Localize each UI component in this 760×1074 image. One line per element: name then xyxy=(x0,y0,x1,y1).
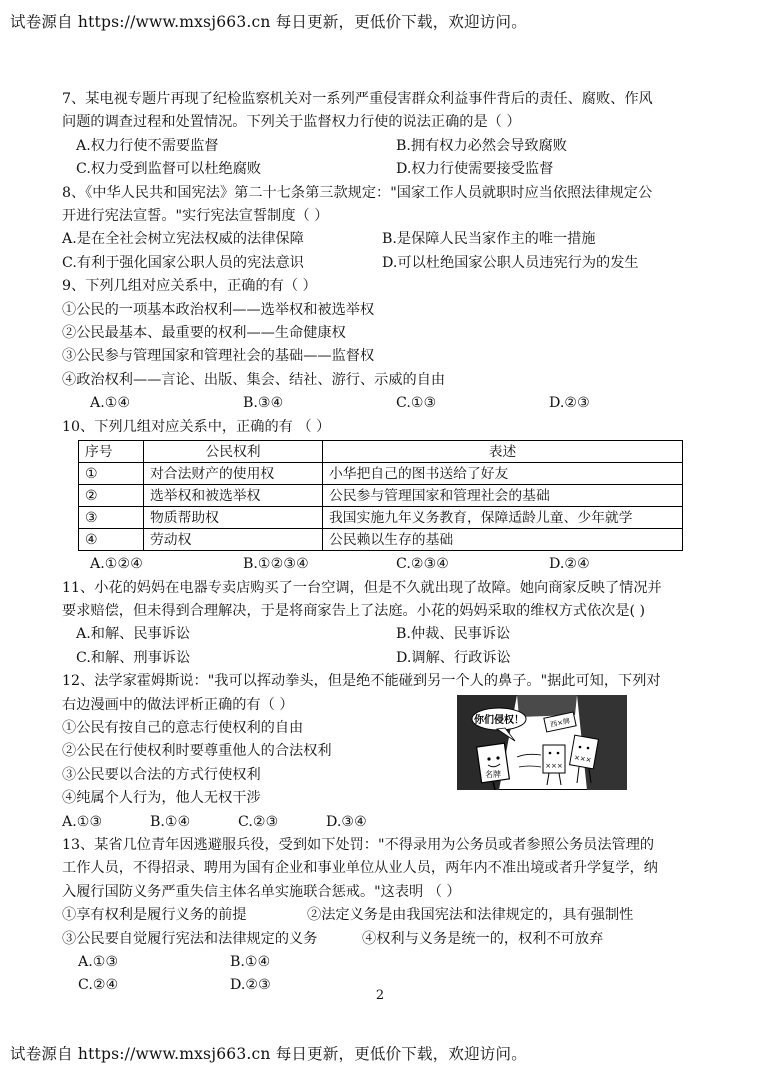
q12-stem-line2: 右边漫画中的做法评析正确的有（ ） xyxy=(62,696,294,713)
table-row xyxy=(79,529,683,551)
question-8 xyxy=(62,182,702,276)
table-cell: 物质帮助权 xyxy=(144,507,323,529)
q10-stem: 10、下列几组对应关系中，正确的有 （ ） xyxy=(62,418,331,435)
q10-option-b: B.①②③④ xyxy=(243,556,309,573)
q12-option-c: C.②③ xyxy=(238,813,279,830)
q10-option-d: D.②④ xyxy=(549,556,590,573)
q7-option-c: C.权力受到监督可以杜绝腐败 xyxy=(76,161,262,178)
q12-item-3: ③公民要以合法的方式行使权利 xyxy=(62,766,261,783)
q9-option-d: D.②③ xyxy=(549,395,590,412)
page-footer: 试卷源自 https://www.mxsj663.cn 每日更新，更低价下载，欢迎访问。 xyxy=(10,1045,527,1063)
q9-stem: 9、下列几组对应关系中，正确的有（ ） xyxy=(62,278,317,295)
q13-stem-line3: 入履行国防义务严重失信主体名单实施联合惩戒。"这表明 （ ） xyxy=(62,883,461,900)
page-number: 2 xyxy=(375,988,385,1003)
q7-stem-line1: 7、某电视专题片再现了纪检监察机关对一系列严重侵害群众利益事件背后的责任、腐败、作风 xyxy=(62,91,653,107)
q12-item-4: ④纯属个人行为，他人无权干涉 xyxy=(62,790,261,807)
q9-item-4: ④政治权利——言论、出版、集会、结社、游行、示威的自由 xyxy=(62,371,446,388)
cartoon-illustration xyxy=(457,695,627,790)
exam-content xyxy=(62,88,702,998)
question-7 xyxy=(62,88,702,182)
q8-option-d: D.可以杜绝国家公职人员违宪行为的发生 xyxy=(382,254,639,271)
q11-option-d: D.调解、行政诉讼 xyxy=(396,649,511,666)
q10-option-a: A.①②④ xyxy=(90,556,143,573)
table-header-cell: 公民权利 xyxy=(144,441,323,463)
table-cell: 小华把自己的图书送给了好友 xyxy=(323,463,683,485)
q13-stem-line2: 工作人员，不得招录、聘用为国有企业和事业单位从业人员，两年内不准出境或者升学复学，纳 xyxy=(62,860,658,877)
q11-stem-line2: 要求赔偿，但未得到合理解决，于是将商家告上了法庭。小花的妈妈采取的维权方式依次是( ) xyxy=(62,602,646,619)
q12-stem-line1: 12、法学家霍姆斯说："我可以挥动拳头，但是绝不能碰到另一个人的鼻子。"据此可知，下列对 xyxy=(62,673,661,690)
q13-item-1: ①享有权利是履行义务的前提 xyxy=(62,907,247,924)
q12-option-a: A.①③ xyxy=(62,813,103,830)
q13-option-a: A.①③ xyxy=(78,954,119,970)
question-13 xyxy=(62,834,702,998)
question-12 xyxy=(62,670,702,834)
table-row xyxy=(79,485,683,507)
table-cell: 劳动权 xyxy=(144,529,323,551)
q9-item-1: ①公民的一项基本政治权利——选举权和被选举权 xyxy=(62,301,375,318)
q9-option-b: B.③④ xyxy=(243,395,284,412)
q9-option-a: A.①④ xyxy=(90,395,131,412)
table-header-row xyxy=(79,441,683,463)
q11-option-a: A.和解、民事诉讼 xyxy=(76,626,191,643)
q12-item-1: ①公民有按自己的意志行使权利的自由 xyxy=(62,719,304,736)
question-10 xyxy=(62,416,702,577)
table-cell: 我国实施九年义务教育，保障适龄儿童、少年就学 xyxy=(323,507,683,529)
q13-option-b: B.①④ xyxy=(230,954,271,970)
q12-item-2: ②公民在行使权利时要尊重他人的合法权利 xyxy=(62,743,332,760)
table-cell: 公民参与管理国家和管理社会的基础 xyxy=(323,485,683,507)
table-cell: ① xyxy=(79,463,144,485)
q8-option-a: A.是在全社会树立宪法权威的法律保障 xyxy=(62,231,304,248)
table-row xyxy=(79,507,683,529)
table-row xyxy=(79,463,683,485)
sign-2-text: ××× xyxy=(545,762,563,771)
q8-option-c: C.有利于强化国家公职人员的宪法意识 xyxy=(62,254,304,271)
table-cell: ③ xyxy=(79,507,144,529)
q13-stem-line1: 13、某省几位青年因逃避服兵役，受到如下处罚："不得录用为公务员或者参照公务员法管理的 xyxy=(62,836,655,853)
q8-stem-line1: 8、《中华人民共和国宪法》第二十七条第三款规定："国家工作人员就职时应当依照法律规定公 xyxy=(62,184,653,201)
table-cell: ② xyxy=(79,485,144,507)
q7-option-a: A.权力行使不需要监督 xyxy=(76,137,219,154)
q9-option-c: C.①③ xyxy=(396,395,437,412)
table-header-cell: 序号 xyxy=(79,441,144,463)
q7-stem-line2: 问题的调查过程和处置情况。下列关于监督权力行使的说法正确的是（ ） xyxy=(62,114,521,131)
page-header: 试卷源自 https://www.mxsj663.cn 每日更新，更低价下载，欢迎访问。 xyxy=(10,13,527,31)
q13-item-3: ③公民要自觉履行宪法和法律规定的义务 xyxy=(62,930,318,947)
q11-option-c: C.和解、刑事诉讼 xyxy=(76,649,191,666)
q13-item-2: ②法定义务是由我国宪法和法律规定的，具有强制性 xyxy=(307,907,634,924)
table-cell: 公民赖以生存的基础 xyxy=(323,529,683,551)
q9-item-2: ②公民最基本、最重要的权利——生命健康权 xyxy=(62,325,346,342)
table-cell: 对合法财产的使用权 xyxy=(144,463,323,485)
question-11 xyxy=(62,577,702,671)
cartoon-bubble-text: 你们侵权！ xyxy=(474,715,524,727)
q9-item-3: ③公民参与管理国家和管理社会的基础——监督权 xyxy=(62,348,375,365)
q7-option-d: D.权力行使需要接受监督 xyxy=(396,161,554,178)
table-header-cell: 表述 xyxy=(323,441,683,463)
q10-table xyxy=(78,440,683,551)
sign-1-text: 西×牌 xyxy=(549,717,571,730)
q11-option-b: B.仲裁、民事诉讼 xyxy=(396,626,511,643)
table-cell: ④ xyxy=(79,529,144,551)
sign-3-text: ××× xyxy=(573,753,593,765)
q10-option-c: C.②③④ xyxy=(396,556,450,573)
question-9 xyxy=(62,275,702,415)
q13-option-d: D.②③ xyxy=(230,977,271,994)
q12-option-d: D.③④ xyxy=(326,813,367,830)
q8-option-b: B.是保障人民当家作主的唯一措施 xyxy=(382,231,596,248)
table-cell: 选举权和被选举权 xyxy=(144,485,323,507)
q12-option-b: B.①④ xyxy=(150,813,191,830)
main-sign-text: 名牌 xyxy=(485,770,501,780)
q13-item-4: ④权利与义务是统一的，权利不可放弃 xyxy=(362,930,604,947)
q8-stem-line2: 开进行宪法宣誓。"实行宪法宣誓制度（ ） xyxy=(62,208,329,225)
q11-stem-line1: 11、小花的妈妈在电器专卖店购买了一台空调，但是不久就出现了故障。她向商家反映了情况并 xyxy=(62,579,662,596)
q13-option-c: C.②④ xyxy=(78,977,119,994)
q7-option-b: B.拥有权力必然会导致腐败 xyxy=(396,137,567,154)
